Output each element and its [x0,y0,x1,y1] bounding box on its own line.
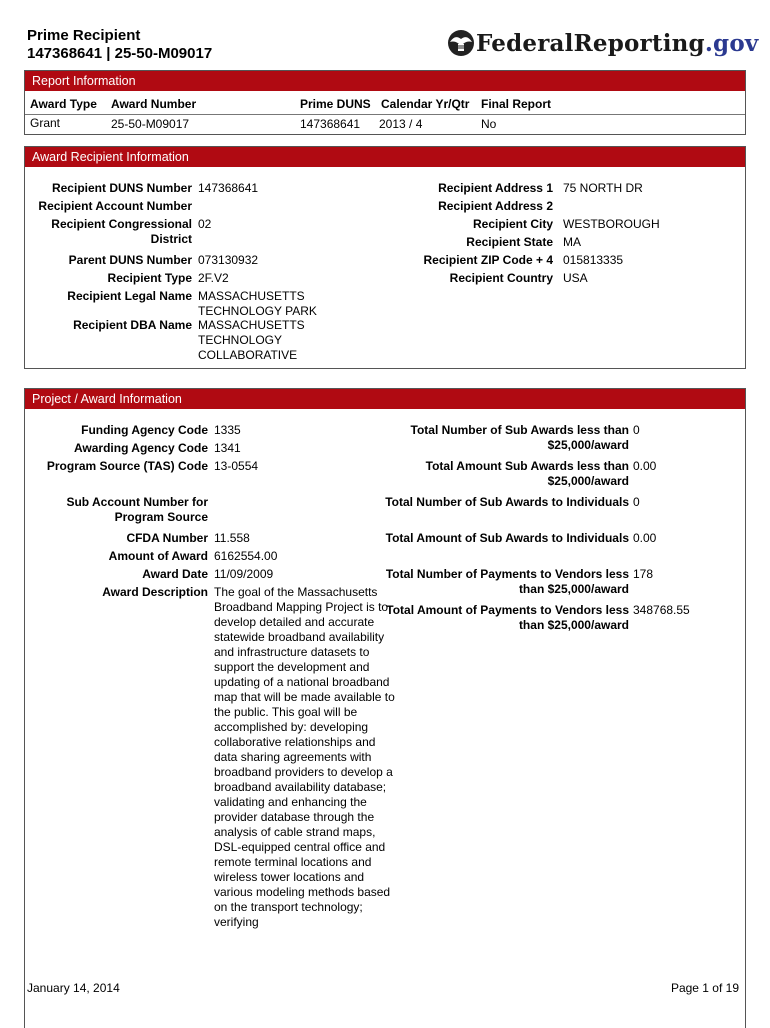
project-award-section [24,388,746,1028]
field-label: Recipient Country [449,271,553,285]
field-label: Recipient Congressional District [51,217,192,246]
column-header: Final Report [481,97,552,111]
report-information-section [24,70,746,135]
field-label: Awarding Agency Code [73,441,208,455]
field-label: Recipient DUNS Number [51,181,192,195]
field-label: Total Amount Sub Awards less than $25,000/award [425,459,629,488]
field-value: 348768.55 [633,603,690,617]
prime-duns-value: 147368641 [300,117,361,131]
section-header: Project / Award Information [25,389,745,409]
section-header: Report Information [25,71,745,91]
field-value: 178 [633,567,654,581]
field-label: Award Description [102,585,208,599]
section-header: Award Recipient Information [25,147,745,167]
field-label: Total Amount of Sub Awards to Individuals [385,531,629,545]
field-value: 0.00 [633,531,657,545]
field-label: Total Amount of Payments to Vendors less than $25,000/award [386,603,629,632]
field-value: 1341 [214,441,241,455]
field-value: WESTBOROUGH [563,217,660,231]
field-value: 02 [198,217,212,231]
field-label: Total Number of Sub Awards to Individuals [385,495,629,509]
field-label: Recipient Legal Name [67,289,192,303]
field-value: MASSACHUSETTS TECHNOLOGY PARK [198,289,317,318]
field-value: MA [563,235,581,249]
eagle-seal-icon [446,28,476,58]
award-number-value: 25-50-M09017 [111,117,190,131]
field-value: 073130932 [198,253,259,267]
field-label: Parent DUNS Number [68,253,192,267]
field-label: Sub Account Number for Program Source [66,495,208,524]
column-header: Calendar Yr/Qtr [381,97,470,111]
field-value: 0.00 [633,459,657,473]
field-label: Recipient State [466,235,553,249]
field-value: 1335 [214,423,241,437]
field-label: Award Date [142,567,208,581]
field-label: Recipient City [472,217,553,231]
field-value: USA [563,271,588,285]
field-value: 11.558 [214,531,250,545]
field-value: 0 [633,423,640,437]
field-value: 75 NORTH DR [563,181,643,195]
field-value: 015813335 [563,253,624,267]
divider [25,114,745,115]
award-type-value: Grant [30,116,61,130]
field-label: Total Number of Payments to Vendors less than $25,000/award [385,567,629,596]
column-header: Prime DUNS [300,97,371,111]
field-label: Recipient Address 2 [438,199,553,213]
field-label: Amount of Award [108,549,208,563]
page-title-line2: 147368641 | 25-50-M09017 [27,45,213,62]
federalreporting-logo [446,27,758,59]
field-label: Recipient ZIP Code + 4 [423,253,553,267]
column-header: Award Type [30,97,97,111]
field-label: Program Source (TAS) Code [46,459,208,473]
field-label: Recipient Account Number [38,199,192,213]
field-value: 0 [633,495,640,509]
field-label: Funding Agency Code [81,423,208,437]
field-label: CFDA Number [126,531,208,545]
field-value: MASSACHUSETTS TECHNOLOGY COLLABORATIVE [198,318,305,362]
field-label: Recipient Type [107,271,192,285]
final-report-value: No [481,117,497,131]
column-header: Award Number [111,97,197,111]
field-value: 2F.V2 [198,271,229,285]
award-recipient-section [24,146,746,369]
field-label: Recipient DBA Name [73,318,192,332]
calendar-qtr-value: 2013 / 4 [379,117,423,131]
logo-wordmark: FederalReporting.gov [476,29,759,57]
award-description-text: The goal of the Massachusetts Broadband Mapping Project is to develop detailed and accurate statewide broadband availability and infrastructure datasets to support the development and updating of a national broadband map that will be made available to the public. This goal will be accomplished by: developing collaborative relationships and data sharing agreements with broadband providers to develop a broadband availability database; validating and enhancing the provider database through the analysis of cable strand maps, DSL-equipped central office and remote terminal locations and wireless tower locations and various modeling methods based on the transport technology; verifying [214,585,395,929]
field-label: Total Number of Sub Awards less than $25,000/award [410,423,629,452]
field-label: Recipient Address 1 [438,181,553,195]
footer-date: January 14, 2014 [27,981,120,995]
footer-page-number: Page 1 of 19 [670,981,739,995]
field-value: 13-0554 [214,459,259,473]
field-value: 6162554.00 [214,549,278,563]
field-value: 147368641 [198,181,259,195]
page-title-line1: Prime Recipient [27,27,141,44]
field-value: 11/09/2009 [214,567,274,581]
